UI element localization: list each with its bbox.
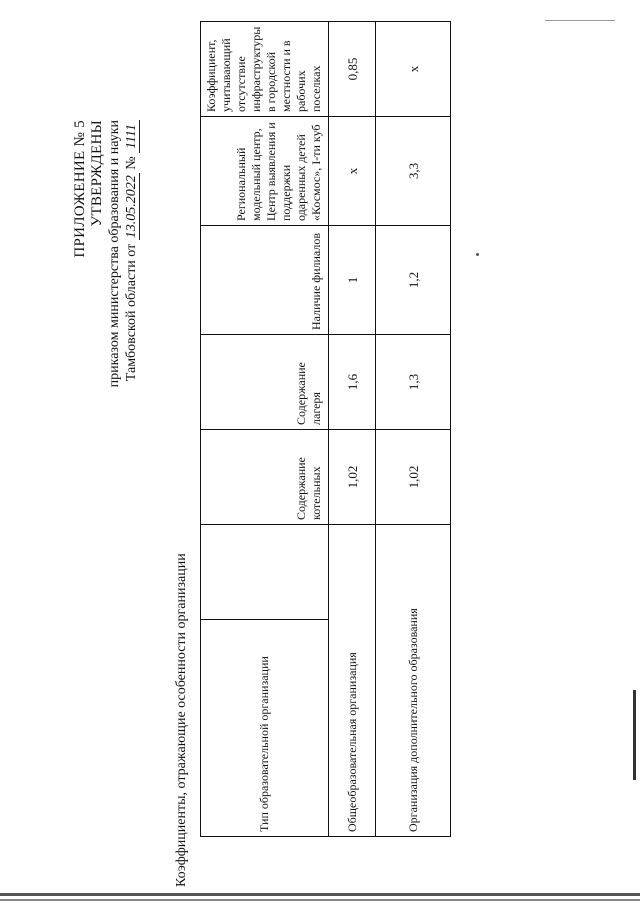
cell-value: 0,85 — [329, 22, 376, 117]
header-cell-empty — [201, 525, 329, 620]
approved-label: УТВЕРЖДЕНЫ — [89, 120, 105, 227]
table-row — [329, 22, 376, 837]
cell-value: 1 — [329, 226, 376, 335]
row-type-label: Общеобразовательная организация — [329, 525, 376, 837]
row-type-label: Организация дополнительного образования — [376, 525, 451, 837]
cell-value: 1,02 — [329, 430, 376, 525]
order-line-1: приказом министерства образования и науки — [107, 120, 122, 388]
header-cell-boilers: Содержание котельных — [201, 430, 329, 525]
cell-value: 1,02 — [376, 430, 451, 525]
order-number: 1111 — [124, 120, 140, 153]
approval-header — [72, 120, 140, 387]
header-cell-infrastructure: Коэффициент, учитывающий отсутствие инфраструктуры в городской местности и в рабочих поселках — [201, 22, 329, 117]
header-cell-regional-center: Региональный модельный центр, Центр выявления и поддержки одаренных детей «Космос», I-ти куб — [201, 117, 329, 226]
table-row — [376, 22, 451, 837]
cell-value: 1,3 — [376, 335, 451, 430]
cell-value: 1,2 — [376, 226, 451, 335]
cell-value: х — [329, 117, 376, 226]
header-cell-branches: Наличие филиалов — [201, 226, 329, 335]
order-line-2-prefix: Тамбовской области от — [124, 243, 139, 382]
appendix-label: ПРИЛОЖЕНИЕ № 5 — [72, 120, 88, 258]
header-cell-type: Тип образовательной организации — [201, 620, 329, 837]
order-num-prefix: № — [124, 156, 139, 170]
order-line-2 — [123, 120, 140, 387]
coefficients-table — [200, 21, 451, 837]
cell-value: 3,3 — [376, 117, 451, 226]
document-title: Коэффициенты, отражающие особенности организации — [174, 553, 189, 887]
cell-value: х — [376, 22, 451, 117]
cell-value: 1,6 — [329, 335, 376, 430]
order-date: 13.05.2022 — [124, 175, 139, 239]
header-cell-camp: Содержание лагеря — [201, 335, 329, 430]
table-header-row — [201, 22, 329, 837]
